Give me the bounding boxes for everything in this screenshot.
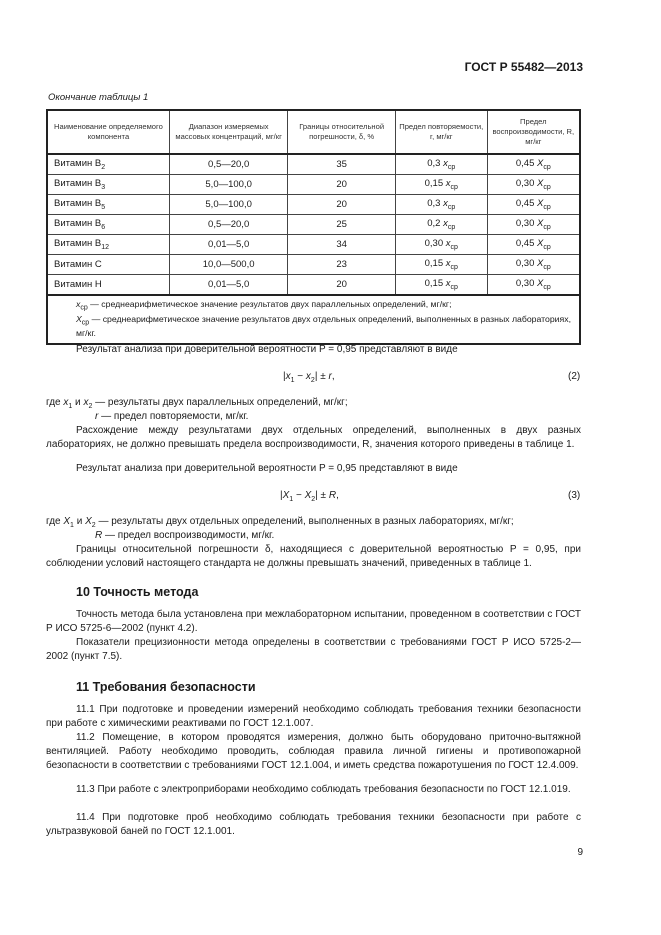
component-cell: [47, 275, 169, 296]
table-row: [47, 215, 580, 235]
table-row: [47, 235, 580, 255]
reproducibility-cell: [487, 235, 580, 255]
component-cell: [47, 175, 169, 195]
repeatability-value: 0,15: [424, 178, 444, 190]
section-11-paragraph-1: 11.1 При подготовке и проведении измерений необходимо соблюдать требования техники безопасности при работе с химическими реактивами по ГОСТ 12.1.007.: [46, 704, 581, 729]
reproducibility-value: 0,30: [515, 278, 535, 290]
repeatability-cell: [395, 255, 487, 275]
table-notes-row: [47, 295, 580, 344]
component-name: Витамин C: [54, 259, 102, 270]
repeatability-cell: [395, 235, 487, 255]
col-header-component: Наименование определяемого компонента: [47, 110, 169, 154]
repeatability-cell: [395, 175, 487, 195]
component-subscript: 6: [101, 223, 106, 231]
table-row: [47, 175, 580, 195]
component-name: Витамин B: [54, 218, 102, 230]
note-symbol: X: [76, 313, 82, 324]
col-header-range: Диапазон измеряемых массовых концентраций, мг/кг: [169, 110, 287, 154]
col-header-repeatability: Предел повторяемости, r, мг/кг: [395, 110, 487, 154]
mean-symbol: X: [537, 238, 544, 250]
reproducibility-cell: [487, 255, 580, 275]
repeatability-cell: [395, 195, 487, 215]
reproducibility-cell: [487, 275, 580, 296]
table-row: [47, 154, 580, 175]
mean-subscript: ср: [450, 283, 458, 291]
mean-subscript: ср: [447, 163, 456, 171]
mean-subscript: ср: [543, 223, 551, 231]
reproducibility-value: 0,45: [515, 198, 535, 210]
component-name: Витамин B: [54, 158, 102, 170]
repeatability-cell: [395, 154, 487, 175]
mean-subscript: ср: [447, 203, 456, 211]
component-cell: [47, 255, 169, 275]
col-header-reproducibility: Предел воспроизводимости, R, мг/кг: [487, 110, 580, 154]
component-cell: [47, 154, 169, 175]
col-header-error-bounds: Границы относительной погрешности, δ, %: [288, 110, 396, 154]
paragraph-error-bounds: Границы относительной погрешности δ, находящиеся с доверительной вероятностью P = 0,95, при соблюдении условий настоящего стандарта не должны превышать значений, приведенных в таблице 1.: [46, 544, 581, 569]
range-cell: 10,0—500,0: [169, 255, 287, 275]
component-subscript: 3: [101, 183, 106, 191]
range-cell: 0,5—20,0: [169, 154, 287, 175]
mean-subscript: ср: [543, 163, 551, 171]
reproducibility-cell: [487, 195, 580, 215]
mean-symbol: X: [537, 158, 544, 170]
mean-symbol: x: [443, 198, 448, 210]
mean-subscript: ср: [543, 283, 551, 291]
section-10-paragraph-1: Точность метода была установлена при межлабораторном испытании, проведенном в соответствии с ГОСТ Р ИСО 5725-6—2002 (пункт 4.2).: [46, 609, 581, 634]
mean-symbol: X: [537, 178, 544, 190]
table-caption: Окончание таблицы 1: [48, 92, 149, 103]
mean-subscript: ср: [450, 263, 458, 271]
mean-subscript: ср: [543, 243, 551, 251]
mean-symbol: x: [443, 218, 448, 230]
mean-symbol: X: [537, 198, 544, 210]
paragraph-discrepancy: Расхождение между результатами двух отдельных определений, выполненных в двух разных лабораториях, не должно превышать предела воспроизводимости, R, значения которого приведены в таблице 1.: [46, 425, 581, 450]
range-cell: 5,0—100,0: [169, 195, 287, 215]
repeatability-value: 0,15: [424, 278, 444, 290]
component-name: Витамин B: [54, 198, 102, 210]
component-cell: [47, 235, 169, 255]
note-subscript: ср: [81, 319, 90, 327]
mean-subscript: ср: [543, 263, 551, 271]
repeatability-value: 0,30: [424, 238, 444, 250]
section-11-paragraph-2: 11.2 Помещение, в котором проводятся измерения, должно быть оборудовано приточно-вытяжной вентиляцией. Работу необходимо проводить, соблюдая правила личной гигиены и противопожарной безопасности в соответствии с требованиями ГОСТ 12.1.004, и иметь средства пожаротушения по ГОСТ 12.4.009.: [46, 732, 581, 771]
reproducibility-value: 0,45: [515, 158, 535, 170]
component-name: Витамин B: [54, 238, 102, 250]
component-subscript: 2: [101, 163, 106, 171]
reproducibility-value: 0,30: [515, 218, 535, 230]
section-11-paragraph-3: 11.3 При работе с электроприборами необходимо соблюдать требования безопасности по ГОСТ 12.1.019.: [76, 784, 571, 795]
note-text: — среднеарифметическое значение результатов двух отдельных определений, выполненных в разных лабораториях, мг/кг.: [76, 313, 571, 339]
mean-symbol: X: [537, 218, 544, 230]
range-cell: 0,01—5,0: [169, 235, 287, 255]
page-number: 9: [577, 847, 583, 858]
section-10-title: 10 Точность метода: [76, 585, 199, 599]
mean-symbol: x: [445, 238, 451, 250]
section-11-paragraph-4: 11.4 При подготовке проб необходимо соблюдать требования техники безопасности при работе с ультразвуковой баней по ГОСТ 12.1.001.: [46, 812, 581, 837]
component-name: Витамин H: [54, 279, 102, 290]
mean-symbol: x: [443, 158, 448, 170]
note-text: — среднеарифметическое значение результатов двух параллельных определений, мг/кг;: [87, 299, 452, 309]
mean-symbol: X: [537, 278, 544, 290]
delta-cell: 34: [288, 235, 396, 255]
where-R: R — предел воспроизводимости, мг/кг.: [95, 530, 275, 541]
repeatability-value: 0,3: [427, 158, 441, 170]
reproducibility-cell: [487, 154, 580, 175]
repeatability-value: 0,15: [424, 258, 444, 270]
delta-cell: 20: [288, 175, 396, 195]
section-11-title: 11 Требования безопасности: [76, 680, 256, 694]
reproducibility-cell: [487, 175, 580, 195]
component-name: Витамин B: [54, 178, 102, 190]
where-x1-x2: где $x_1$ и $x_2$ — результаты двух параллельных определений, мг/кг;: [46, 397, 348, 410]
delta-cell: 20: [288, 275, 396, 296]
delta-cell: 25: [288, 215, 396, 235]
range-cell: 0,5—20,0: [169, 215, 287, 235]
document-header: ГОСТ Р 55482—2013: [464, 60, 583, 74]
note-symbol: x: [76, 299, 81, 309]
delta-cell: 35: [288, 154, 396, 175]
delta-cell: 23: [288, 255, 396, 275]
reproducibility-value: 0,30: [515, 258, 535, 270]
table-row: [47, 195, 580, 215]
reproducibility-value: 0,45: [515, 238, 535, 250]
where-X1-X2: где $X_1$ и $X_2$ — результаты двух отдельных определений, выполненных в разных лабораториях, мг/кг;: [46, 516, 514, 529]
repeatability-value: 0,3: [427, 198, 441, 210]
table-row: [47, 255, 580, 275]
mean-subscript: ср: [450, 243, 458, 251]
mean-symbol: x: [445, 278, 451, 290]
mean-subscript: ср: [543, 203, 551, 211]
note-x-mean: [54, 299, 573, 314]
mean-subscript: ср: [543, 183, 551, 191]
repeatability-value: 0,2: [427, 218, 441, 230]
note-X-mean: [54, 314, 573, 340]
table-header-row: [47, 110, 580, 154]
range-cell: 0,01—5,0: [169, 275, 287, 296]
delta-cell: 20: [288, 195, 396, 215]
mean-symbol: x: [445, 178, 451, 190]
formula-3-number: (3): [568, 490, 581, 501]
mean-symbol: x: [445, 258, 451, 270]
formula-2: $|x_1 - x_2| \pm r$,: [283, 371, 335, 384]
component-subscript: 12: [101, 243, 110, 251]
repeatability-cell: [395, 275, 487, 296]
component-cell: [47, 195, 169, 215]
component-subscript: 5: [101, 203, 106, 211]
paragraph-result-3: Результат анализа при доверительной вероятности P = 0,95 представляют в виде: [76, 463, 458, 474]
reproducibility-cell: [487, 215, 580, 235]
reproducibility-value: 0,30: [515, 178, 535, 190]
section-10-paragraph-2: Показатели прецизионности метода определены в соответствии с требованиями ГОСТ Р ИСО 5725-2—2002 (пункт 7.5).: [46, 637, 581, 662]
table-notes: [47, 295, 580, 344]
mean-subscript: ср: [450, 183, 458, 191]
precision-table: [46, 109, 581, 345]
range-cell: 5,0—100,0: [169, 175, 287, 195]
mean-symbol: X: [537, 258, 544, 270]
paragraph-result-2: Результат анализа при доверительной вероятности P = 0,95 представляют в виде: [76, 344, 458, 355]
formula-3: $|X_1 - X_2| \pm R$,: [280, 490, 339, 503]
formula-2-number: (2): [568, 371, 581, 382]
table-row: [47, 275, 580, 296]
where-r: r — предел повторяемости, мг/кг.: [95, 411, 249, 422]
mean-subscript: ср: [447, 223, 456, 231]
repeatability-cell: [395, 215, 487, 235]
component-cell: [47, 215, 169, 235]
note-subscript: ср: [80, 304, 88, 312]
